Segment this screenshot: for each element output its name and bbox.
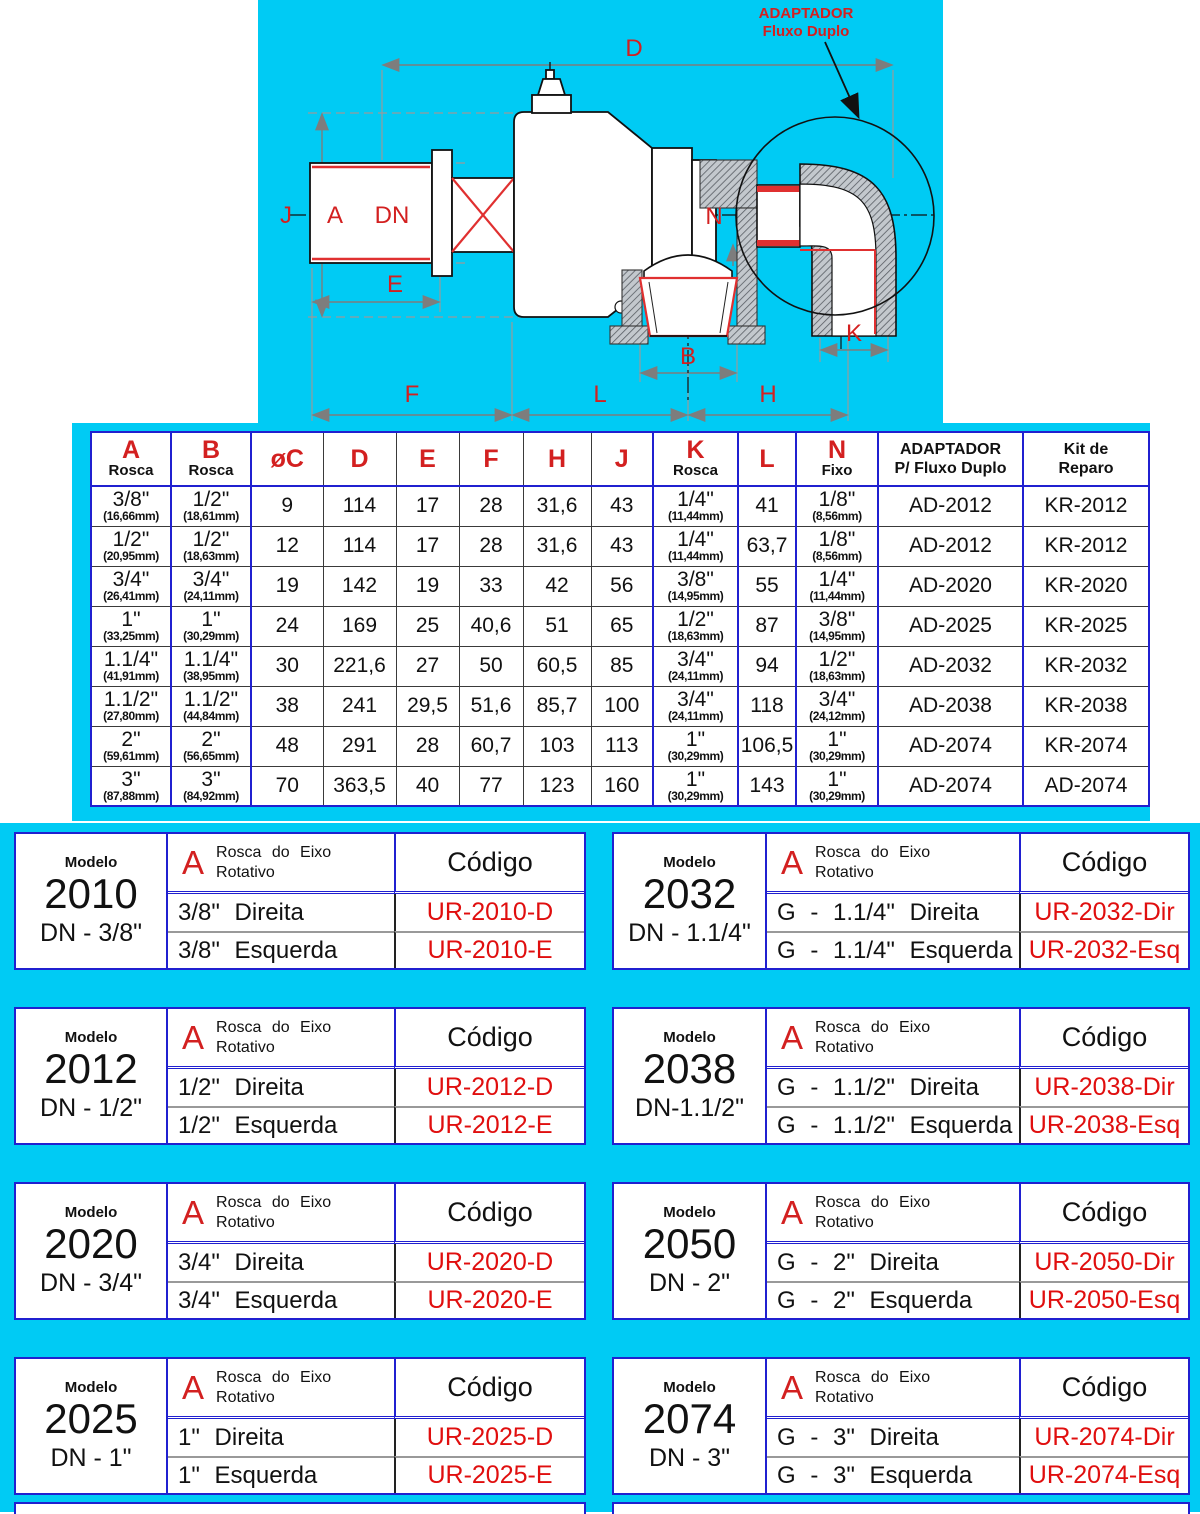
cell-d: 142 [323,566,396,606]
card-model-block [16,1184,168,1318]
card-model-block [16,1359,168,1493]
cell-b: 1/2" (18,61mm) [171,486,251,526]
card-dn: DN - 1" [50,1444,132,1472]
card-rosca-option: 1/2" Esquerda [168,1106,394,1143]
card-rosca-line1: Rosca do Eixo [216,1369,332,1387]
cell-a: 2" (59,61mm) [91,726,171,766]
cell-c: 38 [251,686,323,726]
cell-a: 3/8" (16,66mm) [91,486,171,526]
card-modelo-label: Modelo [64,1204,118,1221]
card-rosca-option: G - 3" Direita [777,1423,939,1451]
card-rosca-header-text [815,1018,930,1056]
cell-l: 94 [738,646,796,686]
cell-h: 85,7 [523,686,591,726]
cell-d: 114 [323,486,396,526]
double-flow-elbow-adapter [736,117,934,336]
table-row [91,526,1149,566]
card-codigo-header: Código [1019,1009,1188,1069]
cell-k: 3/4" (24,11mm) [653,686,738,726]
cell-c: 19 [251,566,323,606]
col-header-adaptador: ADAPTADOR P/ Fluxo Duplo [878,432,1023,486]
card-rosca-header [168,1184,394,1244]
card-code: UR-2025-E [394,1456,584,1493]
card-modelo-label: Modelo [663,1379,716,1396]
cell-b: 1.1/4" (38,95mm) [171,646,251,686]
cell-j: 113 [591,726,653,766]
cell-j: 43 [591,526,653,566]
card-rosca-line2: Rotativo [815,863,874,881]
cell-e: 29,5 [396,686,459,726]
cell-b: 1.1/2" (44,84mm) [171,686,251,726]
cell-n: 3/4" (24,12mm) [796,686,878,726]
col-header-k: K Rosca [653,432,738,486]
card-rosca-line2: Rotativo [815,1388,874,1406]
card-dn: DN - 2" [648,1269,731,1297]
cell-kit-reparo: KR-2020 [1023,566,1149,606]
card-rosca-option: 3/8" Direita [178,898,304,926]
card-rosca-header [767,834,1019,894]
cell-b: 3" (84,92mm) [171,766,251,806]
cell-f: 51,6 [459,686,523,726]
col-header-l: L [738,432,796,486]
card-rosca-option: 1" Esquerda [168,1456,394,1493]
card-code: UR-2038-Esq [1019,1106,1188,1143]
card-rosca-line1: Rosca do Eixo [216,844,332,862]
grease-fitting-cap [538,79,565,95]
card-model-number: 2074 [642,1395,737,1442]
card-code: UR-2050-Dir [1019,1244,1188,1281]
model-card [612,832,1190,970]
cell-l: 118 [738,686,796,726]
dim-label-n: N [705,203,723,230]
cell-f: 28 [459,526,523,566]
card-model-number: 2025 [44,1395,138,1442]
dimension-table [90,431,1150,807]
card-rosca-line2: Rotativo [815,1038,874,1056]
card-rosca-header [168,834,394,894]
cell-c: 48 [251,726,323,766]
cell-h: 42 [523,566,591,606]
card-rosca-line1: Rosca do Eixo [815,1019,931,1037]
cell-e: 17 [396,486,459,526]
cell-a: 3/4" (26,41mm) [91,566,171,606]
card-modelo-label: Modelo [64,854,118,871]
card-rosca-line2: Rotativo [216,1038,275,1056]
card-rosca-header-text [216,1018,331,1056]
model-card [612,1007,1190,1145]
col-header-f: F [459,432,523,486]
card-codigo-header: Código [394,1359,584,1419]
cell-k: 1" (30,29mm) [653,766,738,806]
cell-d: 169 [323,606,396,646]
card-a-letter: A [182,1019,205,1056]
cell-h: 51 [523,606,591,646]
cell-e: 19 [396,566,459,606]
cell-kit-reparo: KR-2074 [1023,726,1149,766]
col-header-kit: Kit de Reparo [1023,432,1149,486]
card-rosca-header-text [815,1193,930,1231]
cell-d: 221,6 [323,646,396,686]
card-model-number: 2012 [44,1045,138,1092]
cell-l: 106,5 [738,726,796,766]
table-header-row [91,432,1149,486]
cell-kit-reparo: AD-2074 [1023,766,1149,806]
card-dn: DN - 3" [648,1444,731,1472]
card-codigo-header: Código [394,834,584,894]
card-a-letter: A [781,1194,804,1231]
cards-layer [0,823,1200,1512]
card-rosca-line1: Rosca do Eixo [815,844,931,862]
cell-c: 9 [251,486,323,526]
dim-label-e: E [386,271,404,298]
card-modelo-label: Modelo [663,1204,716,1221]
card-rosca-line1: Rosca do Eixo [216,1019,332,1037]
card-modelo-label: Modelo [663,854,716,871]
card-rosca-line1: Rosca do Eixo [815,1369,931,1387]
grease-fitting-nut [532,95,571,113]
card-rosca-line1: Rosca do Eixo [216,1194,332,1212]
card-code: UR-2025-D [394,1419,584,1456]
card-rosca-option: 3/8" Esquerda [168,931,394,968]
cell-d: 241 [323,686,396,726]
card-codigo-header: Código [394,1184,584,1244]
card-dn: DN - 1/2" [40,1094,142,1122]
cell-b: 1/2" (18,63mm) [171,526,251,566]
card-a-letter: A [781,844,804,881]
card-modelo-label: Modelo [64,1029,118,1046]
table-row [91,726,1149,766]
card-modelo-label: Modelo [663,1029,716,1046]
card-rosca-line2: Rotativo [216,1213,275,1231]
cell-h: 31,6 [523,486,591,526]
dim-label-f: F [404,381,420,408]
card-model-block [16,1009,168,1143]
card-rosca-header [168,1359,394,1419]
card-rosca-option: 1" Direita [178,1423,284,1451]
cell-h: 31,6 [523,526,591,566]
cell-k: 3/8" (14,95mm) [653,566,738,606]
col-header-n: N Fixo [796,432,878,486]
card-a-letter: A [182,844,205,881]
cell-h: 123 [523,766,591,806]
cell-a: 1/2" (20,95mm) [91,526,171,566]
cell-a: 1.1/2" (27,80mm) [91,686,171,726]
card-a-letter: A [182,1369,205,1406]
adapter-note-arrow [825,42,858,116]
card-code: UR-2012-D [394,1069,584,1106]
cell-n: 1" (30,29mm) [796,726,878,766]
dim-label-b: B [679,343,697,370]
cell-adaptador: AD-2032 [878,646,1023,686]
cell-adaptador: AD-2074 [878,766,1023,806]
card-rosca-option: G - 2" Direita [777,1248,939,1276]
card-rosca-header [767,1359,1019,1419]
card-model-number: 2032 [642,870,737,917]
model-card [14,1357,586,1495]
cell-k: 1/2" (18,63mm) [653,606,738,646]
col-header-a: A Rosca [91,432,171,486]
cell-f: 60,7 [459,726,523,766]
cell-adaptador: AD-2038 [878,686,1023,726]
cell-n: 1/4" (11,44mm) [796,566,878,606]
cell-d: 363,5 [323,766,396,806]
card-code: UR-2010-D [394,894,584,931]
cell-adaptador: AD-2074 [878,726,1023,766]
cell-k: 1" (30,29mm) [653,726,738,766]
card-rosca-line2: Rotativo [815,1213,874,1231]
card-model-block [16,834,168,968]
cell-b: 1" (30,29mm) [171,606,251,646]
cell-j: 56 [591,566,653,606]
cell-e: 27 [396,646,459,686]
card-code: UR-2074-Esq [1019,1456,1188,1493]
cell-a: 1" (33,25mm) [91,606,171,646]
dim-label-h: H [759,381,777,408]
cell-c: 24 [251,606,323,646]
col-header-e: E [396,432,459,486]
cell-l: 87 [738,606,796,646]
card-rosca-header-text [216,1193,331,1231]
card-a-letter: A [781,1019,804,1056]
card-model-block [614,1359,767,1493]
card-rosca-line2: Rotativo [216,1388,275,1406]
card-dn: DN - 3/8" [40,919,142,947]
cell-k: 1/4" (11,44mm) [653,486,738,526]
cell-n: 1/8" (8,56mm) [796,486,878,526]
dim-label-d: D [625,35,643,62]
card-rosca-option: G - 3" Esquerda [767,1456,1019,1493]
card-a-letter: A [182,1194,205,1231]
cell-kit-reparo: KR-2025 [1023,606,1149,646]
table-row [91,686,1149,726]
rotary-union-drawing [258,0,943,424]
card-model-block [614,834,767,968]
cell-e: 40 [396,766,459,806]
card-a-letter: A [781,1369,804,1406]
card-rosca-option: 3/4" Esquerda [168,1281,394,1318]
outlet-female-thread [640,278,737,336]
cell-n: 1/8" (8,56mm) [796,526,878,566]
cell-d: 291 [323,726,396,766]
card-code: UR-2010-E [394,931,584,968]
cell-j: 100 [591,686,653,726]
card-code: UR-2074-Dir [1019,1419,1188,1456]
card-code: UR-2032-Dir [1019,894,1188,931]
model-card [612,1182,1190,1320]
card-rosca-option: G - 2" Esquerda [767,1281,1019,1318]
card-rosca-option: G - 1.1/2" Direita [777,1073,979,1101]
table-panel [72,423,1150,821]
card-rosca-line1: Rosca do Eixo [815,1194,931,1212]
cell-e: 28 [396,726,459,766]
card-code: UR-2020-E [394,1281,584,1318]
card-code: UR-2012-E [394,1106,584,1143]
model-card [612,1357,1190,1495]
card-rosca-header [767,1184,1019,1244]
cell-h: 103 [523,726,591,766]
card-rosca-line2: Rotativo [216,863,275,881]
card-codigo-header: Código [1019,1359,1188,1419]
card-rosca-header-text [216,1368,331,1406]
cell-kit-reparo: KR-2012 [1023,526,1149,566]
cell-a: 3" (87,88mm) [91,766,171,806]
cell-f: 50 [459,646,523,686]
card-rosca-header [767,1009,1019,1069]
card-code: UR-2050-Esq [1019,1281,1188,1318]
card-dn: DN - 3/4" [40,1269,142,1297]
cell-l: 55 [738,566,796,606]
card-rosca-option: 1/2" Direita [178,1073,304,1101]
card-codigo-header: Código [1019,1184,1188,1244]
cutoff-card-strip [14,1502,586,1514]
cell-k: 3/4" (24,11mm) [653,646,738,686]
cell-c: 70 [251,766,323,806]
cell-l: 41 [738,486,796,526]
card-model-number: 2020 [44,1220,138,1267]
dim-label-k: K [845,320,863,347]
card-model-number: 2010 [44,870,138,917]
card-code: UR-2020-D [394,1244,584,1281]
cell-l: 63,7 [738,526,796,566]
cell-c: 12 [251,526,323,566]
dim-label-dn: DN [374,202,410,229]
cell-f: 33 [459,566,523,606]
cell-c: 30 [251,646,323,686]
card-modelo-label: Modelo [64,1379,118,1396]
table-row [91,486,1149,526]
card-rosca-option: G - 1.1/4" Direita [777,898,979,926]
cell-adaptador: AD-2012 [878,526,1023,566]
cell-n: 1/2" (18,63mm) [796,646,878,686]
dim-label-a: A [326,202,344,229]
col-header-c: øC [251,432,323,486]
card-code: UR-2032-Esq [1019,931,1188,968]
cell-l: 143 [738,766,796,806]
table-row [91,606,1149,646]
cell-e: 25 [396,606,459,646]
model-card [14,1007,586,1145]
elbow-inlet [757,185,800,247]
cell-k: 1/4" (11,44mm) [653,526,738,566]
card-model-block [614,1009,767,1143]
card-model-number: 2038 [642,1045,737,1092]
table-row [91,766,1149,806]
card-dn: DN - 1.1/4" [628,919,751,947]
cell-kit-reparo: KR-2012 [1023,486,1149,526]
cell-adaptador: AD-2012 [878,486,1023,526]
cell-adaptador: AD-2020 [878,566,1023,606]
col-header-b: B Rosca [171,432,251,486]
adapter-note-line2: Fluxo Duplo [762,23,850,40]
col-header-h: H [523,432,591,486]
shaft-collar [432,150,452,276]
cell-h: 60,5 [523,646,591,686]
dim-label-l: L [593,381,607,408]
card-model-number: 2050 [642,1220,737,1267]
cell-a: 1.1/4" (41,91mm) [91,646,171,686]
cell-f: 40,6 [459,606,523,646]
card-rosca-header-text [216,843,331,881]
card-dn: DN-1.1/2" [635,1094,744,1122]
cell-d: 114 [323,526,396,566]
cell-j: 85 [591,646,653,686]
card-rosca-header-text [815,1368,930,1406]
model-card [14,1182,586,1320]
card-rosca-option: 3/4" Direita [178,1248,304,1276]
table-row [91,646,1149,686]
card-codigo-header: Código [394,1009,584,1069]
cell-j: 65 [591,606,653,646]
table-row [91,566,1149,606]
adapter-note-line1: ADAPTADOR [758,5,854,22]
card-rosca-header [168,1009,394,1069]
card-rosca-header-text [815,843,930,881]
cell-b: 2" (56,65mm) [171,726,251,766]
model-card [14,832,586,970]
card-codigo-header: Código [1019,834,1188,894]
cell-kit-reparo: KR-2038 [1023,686,1149,726]
col-header-j: J [591,432,653,486]
cell-j: 160 [591,766,653,806]
card-rosca-option: G - 1.1/4" Esquerda [767,931,1019,968]
cell-f: 77 [459,766,523,806]
cell-adaptador: AD-2025 [878,606,1023,646]
dim-label-j: J [280,202,292,229]
cell-kit-reparo: KR-2032 [1023,646,1149,686]
cutoff-card-strip [612,1502,1190,1514]
drawing-panel [258,0,943,424]
cell-e: 17 [396,526,459,566]
card-rosca-option: G - 1.1/2" Esquerda [767,1106,1019,1143]
cell-n: 3/8" (14,95mm) [796,606,878,646]
cell-j: 43 [591,486,653,526]
card-code: UR-2038-Dir [1019,1069,1188,1106]
cell-n: 1" (30,29mm) [796,766,878,806]
card-model-block [614,1184,767,1318]
cell-f: 28 [459,486,523,526]
cell-b: 3/4" (24,11mm) [171,566,251,606]
col-header-d: D [323,432,396,486]
